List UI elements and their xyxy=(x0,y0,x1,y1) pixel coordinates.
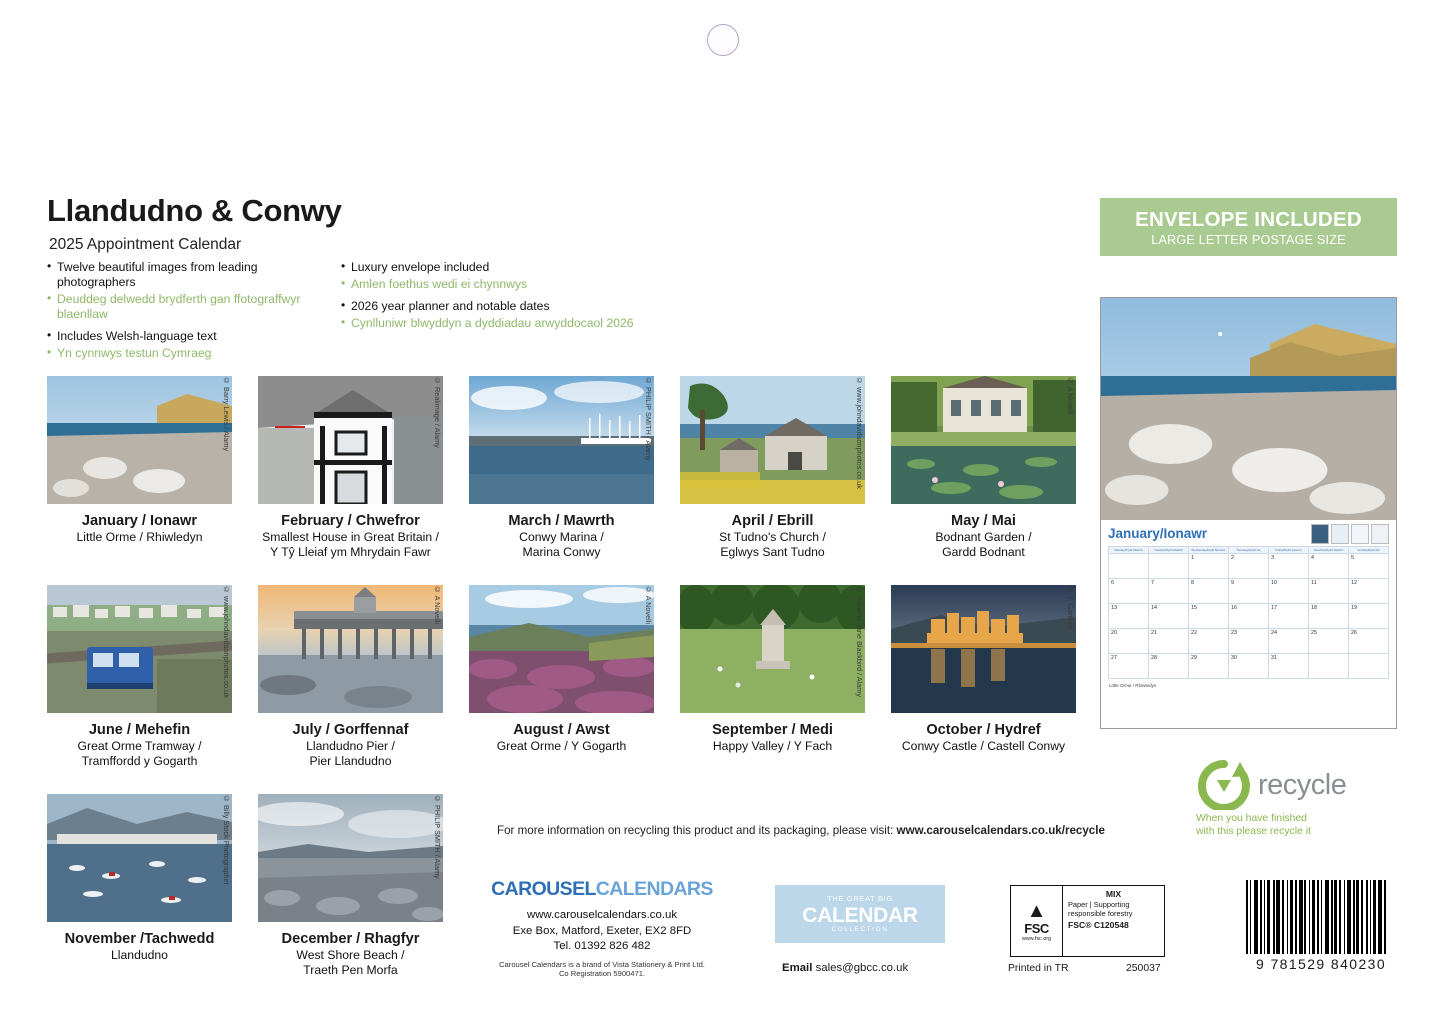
month-location: Great Orme / Y Gogarth xyxy=(496,739,627,753)
features-column-1 xyxy=(47,260,337,363)
recycle-note xyxy=(497,824,1105,837)
month-name: October / Hydref xyxy=(926,722,1041,738)
recycle-note-text: For more information on recycling this product and its packaging, please visit: xyxy=(497,824,897,837)
calendar-day-cell: 6 xyxy=(1109,579,1149,604)
carousel-logo xyxy=(487,878,717,901)
month-name: May / Mai xyxy=(951,513,1016,529)
month-thumb-september xyxy=(680,585,865,754)
calendar-day-cell: 27 xyxy=(1109,654,1149,679)
photo-llandudno-pier xyxy=(258,585,443,713)
fsc-mark xyxy=(1011,886,1063,956)
page-title: Llandudno & Conwy xyxy=(47,193,342,228)
calendar-day-cell: 13 xyxy=(1109,604,1149,629)
month-location-welsh: Pier Llandudno xyxy=(309,754,392,768)
barcode xyxy=(1246,880,1396,972)
calendar-week-row xyxy=(1109,604,1389,629)
month-name: September / Medi xyxy=(712,722,833,738)
preview-month-label: January/Ionawr xyxy=(1108,526,1208,541)
month-location: Conwy Castle / Castell Conwy xyxy=(901,739,1066,753)
hang-hole xyxy=(707,24,739,56)
month-name: July / Gorffennaf xyxy=(292,722,409,738)
photo-credit: © A Novelli xyxy=(1066,376,1075,416)
month-image-july xyxy=(258,585,443,713)
calendar-day-cell: 26 xyxy=(1349,629,1389,654)
feature-item-welsh: • Yn cynnwys testun Cymraeg xyxy=(47,346,337,361)
calendar-week-row xyxy=(1109,654,1389,679)
mini-thumb-planner xyxy=(1331,524,1349,544)
month-thumb-april xyxy=(680,376,865,560)
photo-credit: © Sabena Jane Blackbird / Alamy xyxy=(855,585,864,698)
calendar-day-cell: 2 xyxy=(1229,554,1269,579)
preview-caption: Little Orme / Rhiwledyn xyxy=(1109,683,1157,688)
fsc-details xyxy=(1063,886,1164,956)
calendar-day-cell: 18 xyxy=(1309,604,1349,629)
calendar-day-cell: 17 xyxy=(1269,604,1309,629)
printed-in: Printed in TR xyxy=(1008,963,1069,974)
calendar-day-cell xyxy=(1109,554,1149,579)
month-thumb-january xyxy=(47,376,232,545)
calendar-day-cell: 15 xyxy=(1189,604,1229,629)
photo-credit: © Barry Lewis / Alamy xyxy=(222,376,231,452)
calendar-day-cell: 22 xyxy=(1189,629,1229,654)
month-thumb-november xyxy=(47,794,232,963)
calendar-day-cell xyxy=(1149,554,1189,579)
envelope-badge-line2: LARGE LETTER POSTAGE SIZE xyxy=(1151,232,1346,247)
month-name: August / Awst xyxy=(513,722,610,738)
recycle-block xyxy=(1196,760,1396,838)
month-location: Smallest House in Great Britain / xyxy=(262,530,439,544)
calendar-day-cell: 23 xyxy=(1229,629,1269,654)
month-location-welsh: Tramffordd y Gogarth xyxy=(81,754,198,768)
photo-credit: © A Novelli xyxy=(433,585,442,625)
company-tel: Tel. 01392 826 482 xyxy=(553,940,651,952)
month-location: Great Orme Tramway / xyxy=(77,739,202,753)
weekday-header: Tuesday/Dydd Mawrth xyxy=(1149,547,1189,554)
month-image-august xyxy=(469,585,654,713)
fsc-letters: FSC xyxy=(1024,920,1049,936)
month-image-march xyxy=(469,376,654,504)
weekday-header: Thursday/Dydd Iau xyxy=(1229,547,1269,554)
feature-item: • Twelve beautiful images from leading photographers xyxy=(47,260,337,290)
calendar-day-cell: 12 xyxy=(1349,579,1389,604)
month-location-welsh: Traeth Pen Morfa xyxy=(303,963,398,977)
calendar-day-cell: 9 xyxy=(1229,579,1269,604)
calendar-day-cell: 14 xyxy=(1149,604,1189,629)
feature-item-welsh: • Amlen foethus wedi ei chynnwys xyxy=(341,277,641,292)
recycle-icon xyxy=(1196,760,1252,810)
photo-credit: © T. Gartside xyxy=(1066,585,1075,632)
preview-calendar-grid xyxy=(1101,520,1396,683)
month-location-welsh: Gardd Bodnant xyxy=(942,545,1025,559)
month-thumb-july xyxy=(258,585,443,769)
preview-photo-little-orme xyxy=(1101,298,1396,520)
calendar-day-cell: 3 xyxy=(1269,554,1309,579)
photo-credit: © Billy Stock Photographer xyxy=(222,794,231,885)
great-big-calendar-badge xyxy=(775,885,945,943)
month-thumb-june xyxy=(47,585,232,769)
month-thumb-october xyxy=(891,585,1076,754)
month-name: March / Mawrth xyxy=(508,513,615,529)
feature-item-welsh: • Deuddeg delwedd brydferth gan ffotograffwyr blaenllaw xyxy=(47,292,337,322)
calendar-day-cell: 16 xyxy=(1229,604,1269,629)
calendar-day-cell: 28 xyxy=(1149,654,1189,679)
photo-credit: © A Novelli xyxy=(644,585,653,625)
calendar-day-cell: 7 xyxy=(1149,579,1189,604)
calendar-day-cell: 21 xyxy=(1149,629,1189,654)
photo-credit: © www.johndavidsonphotos.co.uk xyxy=(222,585,231,698)
month-thumb-march xyxy=(469,376,654,560)
photo-happy-valley xyxy=(680,585,865,713)
calendar-week-row xyxy=(1109,554,1389,579)
calendar-day-cell: 10 xyxy=(1269,579,1309,604)
calendar-day-cell xyxy=(1349,654,1389,679)
photo-credit: © Realimage / Alamy xyxy=(433,376,442,448)
month-image-october xyxy=(891,585,1076,713)
weekday-header: Monday/Dydd Mawrth xyxy=(1109,547,1149,554)
calendar-day-cell: 5 xyxy=(1349,554,1389,579)
company-fineprint-1: Carousel Calendars is a brand of Vista Stationery & Print Ltd. xyxy=(499,959,705,969)
month-image-november xyxy=(47,794,232,922)
calendar-week-row xyxy=(1109,629,1389,654)
calendar-day-cell: 20 xyxy=(1109,629,1149,654)
gbc-line1: THE GREAT BIG xyxy=(827,894,893,903)
calendar-day-cell: 24 xyxy=(1269,629,1309,654)
recycle-logo xyxy=(1196,760,1396,810)
job-number: 250037 xyxy=(1126,963,1161,974)
month-image-may xyxy=(891,376,1076,504)
month-location: Conwy Marina / xyxy=(519,530,604,544)
calendar-day-cell: 1 xyxy=(1189,554,1229,579)
photo-bodnant-garden xyxy=(891,376,1076,504)
feature-item: • Luxury envelope included xyxy=(341,260,641,275)
month-location: Llandudno Pier / xyxy=(306,739,395,753)
preview-footer xyxy=(1101,683,1396,692)
barcode-number: 9 781529 840230 xyxy=(1256,956,1386,972)
month-name: November /Tachwedd xyxy=(64,931,215,947)
calendar-week-row xyxy=(1109,579,1389,604)
feature-item: • 2026 year planner and notable dates xyxy=(341,299,641,314)
gbc-line3: COLLECTION xyxy=(831,925,889,933)
month-location: Little Orme / Rhiwledyn xyxy=(76,530,203,544)
recycle-line2: with this please recycle it xyxy=(1196,825,1311,837)
company-block xyxy=(487,878,717,979)
mini-thumb-photo xyxy=(1311,524,1329,544)
month-location: Happy Valley / Y Fach xyxy=(712,739,833,753)
carousel-logo-part1: CAROUSEL xyxy=(491,878,596,900)
photo-little-orme xyxy=(47,376,232,504)
mini-thumb-planner xyxy=(1371,524,1389,544)
month-thumb-may xyxy=(891,376,1076,560)
calendar-day-cell xyxy=(1309,654,1349,679)
page-subtitle: 2025 Appointment Calendar xyxy=(49,236,242,253)
photo-st-tudnos-church xyxy=(680,376,865,504)
photo-smallest-house xyxy=(258,376,443,504)
photo-conwy-castle xyxy=(891,585,1076,713)
month-location-welsh: Marina Conwy xyxy=(522,545,601,559)
recycle-note-url[interactable]: www.carouselcalendars.co.uk/recycle xyxy=(896,824,1105,837)
feature-item-welsh: • Cynlluniwr blwyddyn a dyddiadau arwyddocaol 2026 xyxy=(341,316,641,331)
fsc-logo xyxy=(1010,885,1165,957)
calendar-day-cell: 30 xyxy=(1229,654,1269,679)
month-image-february xyxy=(258,376,443,504)
month-thumb-december xyxy=(258,794,443,978)
fsc-desc-1: Paper | Supporting xyxy=(1068,899,1130,909)
email-label: Email xyxy=(782,962,813,974)
fsc-desc-2: responsible forestry xyxy=(1068,909,1133,919)
company-fineprint-2: Co Registration 5900471. xyxy=(558,969,646,978)
photo-great-orme-tramway xyxy=(47,585,232,713)
photo-west-shore-beach xyxy=(258,794,443,922)
month-thumb-august xyxy=(469,585,654,754)
weekday-header: Wednesday/Dydd Mercher xyxy=(1189,547,1229,554)
recycle-word: recycle xyxy=(1258,768,1347,801)
month-name: February / Chwefror xyxy=(281,513,420,529)
calendar-day-cell: 11 xyxy=(1309,579,1349,604)
month-name: April / Ebrill xyxy=(731,513,814,529)
company-email-row xyxy=(782,962,908,974)
fsc-mix: MIX xyxy=(1105,889,1122,899)
preview-mini-thumbnails xyxy=(1311,524,1389,544)
photo-great-orme xyxy=(469,585,654,713)
envelope-badge-line1: ENVELOPE INCLUDED xyxy=(1135,207,1362,231)
mini-thumb-planner xyxy=(1351,524,1369,544)
recycle-line1: When you have finished xyxy=(1196,813,1307,824)
calendar-day-cell: 29 xyxy=(1189,654,1229,679)
fsc-url: www.fsc.org xyxy=(1021,935,1052,942)
company-address: Exe Box, Matford, Exeter, EX2 8FD xyxy=(512,924,692,937)
calendar-day-cell: 19 xyxy=(1349,604,1389,629)
preview-month-table xyxy=(1108,546,1389,679)
weekday-header: Saturday/Dydd Sadwrn xyxy=(1309,547,1349,554)
month-image-september xyxy=(680,585,865,713)
gbc-line2: CALENDAR xyxy=(802,903,918,927)
photo-credit: © PHILIP SMITH / Alamy xyxy=(644,376,653,461)
month-location: Llandudno xyxy=(111,948,168,962)
carousel-logo-part2: CALENDARS xyxy=(595,878,713,900)
calendar-preview xyxy=(1100,297,1397,729)
month-name: December / Rhagfyr xyxy=(281,931,420,947)
barcode-bars xyxy=(1246,880,1396,954)
company-website[interactable]: www.carouselcalendars.co.uk xyxy=(526,909,678,921)
month-image-april xyxy=(680,376,865,504)
photo-llandudno xyxy=(47,794,232,922)
photo-conwy-marina xyxy=(469,376,654,504)
month-location: Bodnant Garden / xyxy=(935,530,1032,544)
month-thumb-february xyxy=(258,376,443,560)
month-location: West Shore Beach / xyxy=(296,948,405,962)
email-address[interactable]: sales@gbcc.co.uk xyxy=(815,962,909,974)
calendar-day-cell: 25 xyxy=(1309,629,1349,654)
month-name: June / Mehefin xyxy=(88,722,191,738)
photo-credit: © PHILIP SMITH / Alamy xyxy=(433,794,442,879)
month-location-welsh: Y Tŷ Lleiaf ym Mhrydain Fawr xyxy=(270,545,431,559)
envelope-included-badge xyxy=(1100,198,1397,256)
weekday-header: Friday/Dydd Gwener xyxy=(1269,547,1309,554)
weekday-header: Sunday/Dydd Sul xyxy=(1349,547,1389,554)
feature-item: • Includes Welsh-language text xyxy=(47,329,337,344)
fsc-code: FSC® C120548 xyxy=(1068,919,1129,930)
month-location-welsh: Eglwys Sant Tudno xyxy=(720,545,825,559)
month-image-june xyxy=(47,585,232,713)
tree-icon: ▲ xyxy=(1026,899,1047,922)
month-location: St Tudno's Church / xyxy=(719,530,826,544)
month-image-december xyxy=(258,794,443,922)
month-name: January / Ionawr xyxy=(81,513,198,529)
calendar-day-cell: 31 xyxy=(1269,654,1309,679)
calendar-day-cell: 4 xyxy=(1309,554,1349,579)
photo-credit: © www.johndavidsonphotos.co.uk xyxy=(855,376,864,489)
features-column-2 xyxy=(341,260,641,333)
month-image-january xyxy=(47,376,232,504)
calendar-day-cell: 8 xyxy=(1189,579,1229,604)
